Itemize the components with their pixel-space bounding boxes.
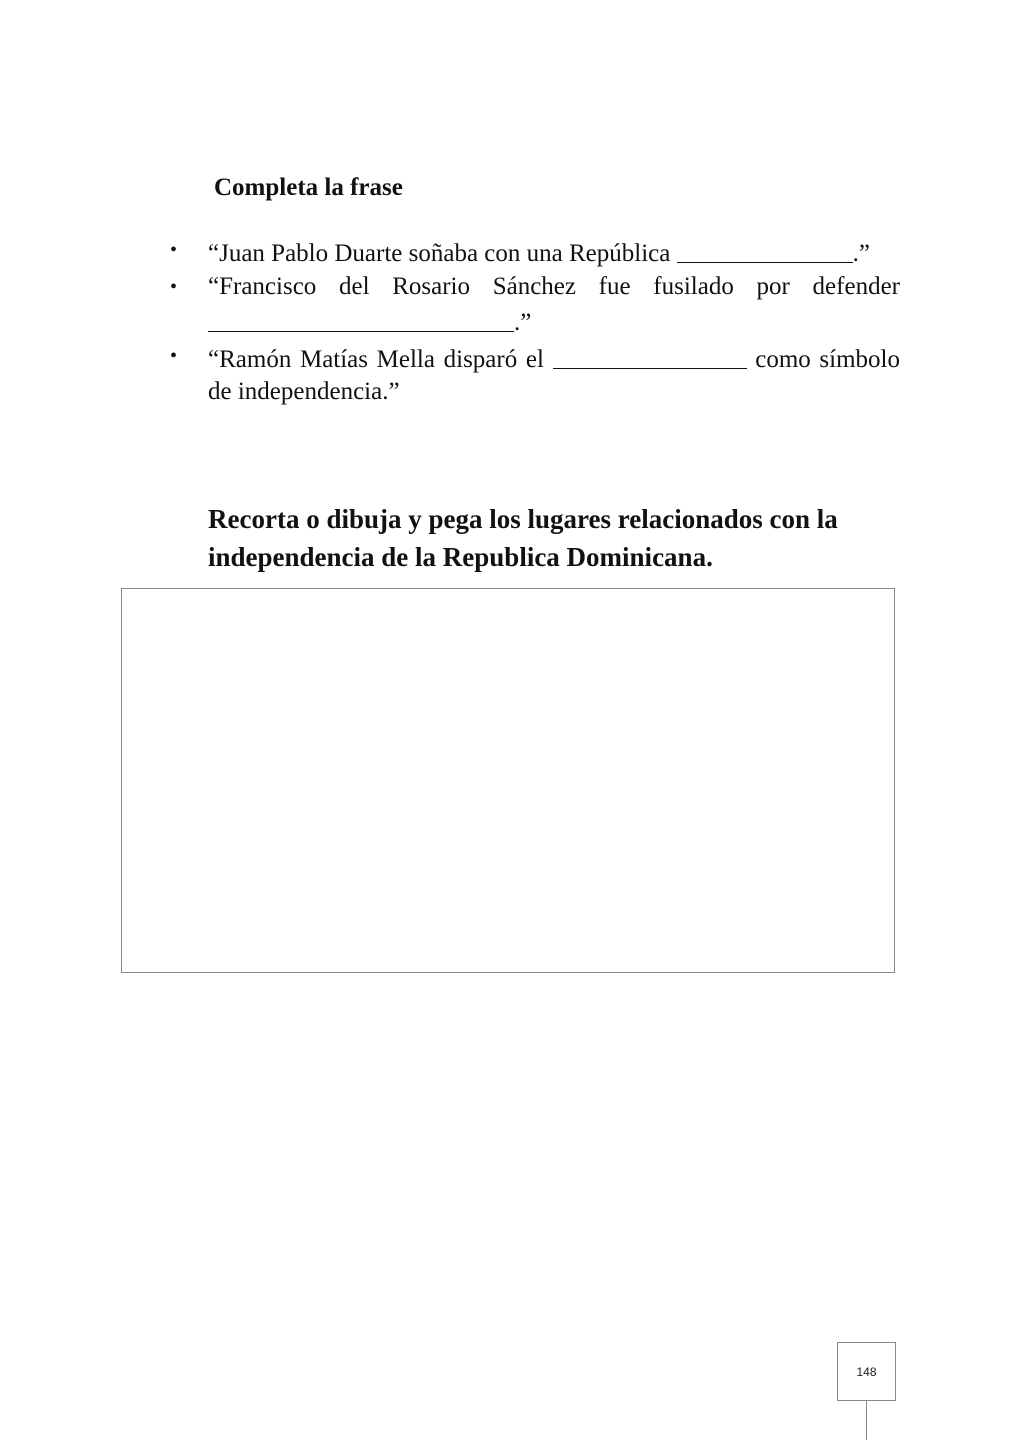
sentence-text-after: .” xyxy=(852,240,870,267)
page-number-stem-line xyxy=(866,1400,867,1440)
recorta-dibuja-heading: Recorta o dibuja y pega los lugares relacionados con la independencia de la Republica Dominicana. xyxy=(208,504,838,572)
bullet-icon: • xyxy=(170,345,178,367)
page-number: 148 xyxy=(856,1364,877,1379)
completa-la-frase-heading: Completa la frase xyxy=(214,174,403,201)
fill-in-sentence-duarte xyxy=(170,234,900,270)
bullet-icon: • xyxy=(170,276,178,298)
fill-in-sentence-list xyxy=(170,234,900,409)
sentence-text-before: “Francisco del Rosario Sánchez fue fusilado por defender xyxy=(208,273,900,300)
sentence-text-before: “Ramón Matías Mella disparó el xyxy=(208,346,553,373)
fill-in-sentence-mella xyxy=(170,340,900,408)
sentence-text-after: como símbolo de independencia.” xyxy=(208,346,900,405)
answer-blank[interactable] xyxy=(208,305,514,332)
page-number-box xyxy=(837,1342,896,1401)
answer-blank[interactable] xyxy=(677,236,853,263)
answer-blank[interactable] xyxy=(553,342,747,369)
fill-in-sentence-sanchez xyxy=(170,271,900,339)
bullet-icon: • xyxy=(170,239,178,261)
sentence-text-before: “Juan Pablo Duarte soñaba con una República xyxy=(208,240,677,267)
sentence-text-after: .” xyxy=(514,309,532,336)
paste-drawing-area[interactable] xyxy=(121,588,895,973)
